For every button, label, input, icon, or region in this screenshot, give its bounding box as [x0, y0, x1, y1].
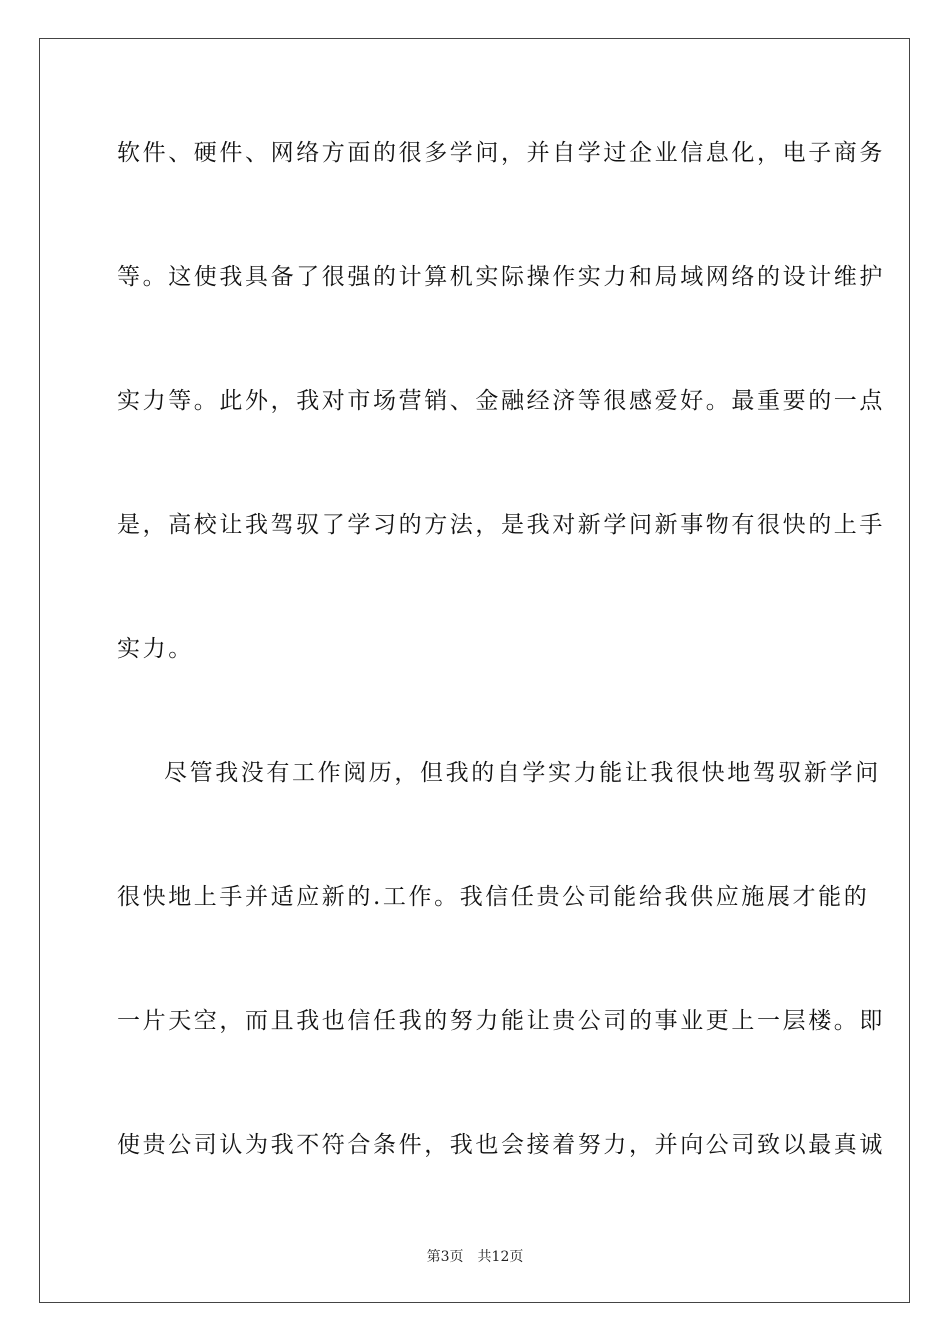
text-line-3: 实力等。此外，我对市场营销、金融经济等很感爱好。最重要的一点: [117, 388, 885, 414]
page-number: 第3页: [426, 1249, 464, 1265]
page-footer: [0, 1248, 950, 1266]
text-line-6: 尽管我没有工作阅历，但我的自学实力能让我很快地驾驭新学问: [164, 760, 881, 786]
text-line-1: 软件、硬件、网络方面的很多学问，并自学过企业信息化，电子商务: [117, 140, 885, 166]
text-line-4: 是，高校让我驾驭了学习的方法，是我对新学问新事物有很快的上手: [117, 512, 885, 538]
page-frame: [39, 38, 910, 1303]
text-line-2: 等。这使我具备了很强的计算机实际操作实力和局域网络的设计维护: [117, 264, 885, 290]
text-line-5: 实力。: [117, 636, 194, 662]
text-line-8: 一片天空，而且我也信任我的努力能让贵公司的事业更上一层楼。即: [117, 1008, 885, 1034]
page-total: 共12页: [477, 1249, 524, 1265]
text-line-7: 很快地上手并适应新的.工作。我信任贵公司能给我供应施展才能的: [117, 884, 870, 910]
text-line-9: 使贵公司认为我不符合条件，我也会接着努力，并向公司致以最真诚: [117, 1132, 885, 1158]
